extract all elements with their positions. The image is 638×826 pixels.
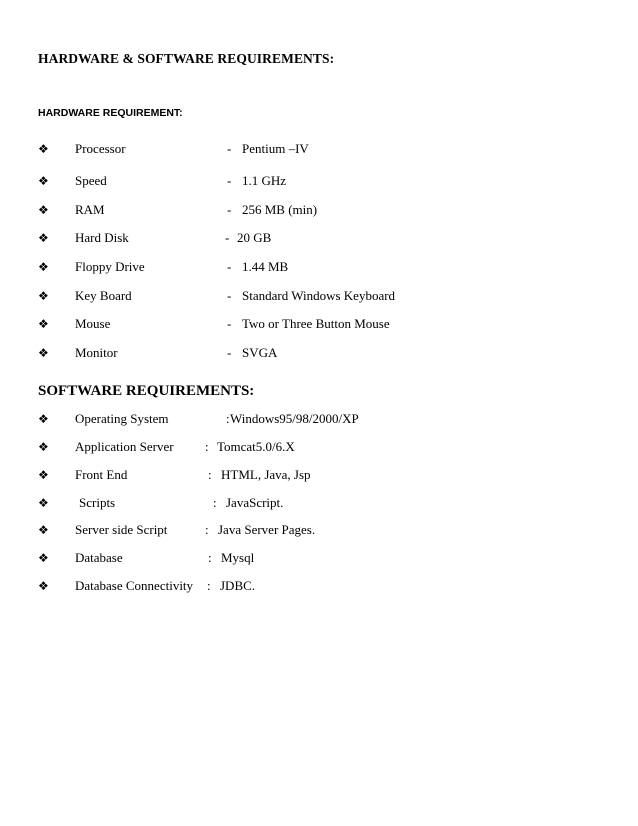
item-value: JDBC.: [220, 578, 256, 593]
item-label: Scripts: [79, 495, 116, 510]
item-label: Floppy Drive: [75, 259, 145, 274]
hardware-item-hard-disk: [0, 228, 638, 248]
page-title: HARDWARE & SOFTWARE REQUIREMENTS:: [38, 51, 335, 66]
item-value: Two or Three Button Mouse: [242, 316, 390, 331]
item-value: Pentium –IV: [242, 141, 309, 156]
hardware-item-keyboard: [0, 286, 638, 306]
item-separator: :: [226, 411, 230, 426]
diamond-bullet-icon: ❖: [38, 440, 49, 454]
item-separator: -: [227, 316, 232, 331]
hardware-item-ram: [0, 200, 638, 220]
item-label: Operating System: [75, 411, 169, 426]
item-separator: -: [227, 259, 232, 274]
software-item-database: [0, 548, 638, 568]
diamond-bullet-icon: ❖: [38, 231, 49, 245]
item-separator: -: [227, 173, 232, 188]
item-value: SVGA: [242, 345, 278, 360]
software-item-database-connectivity: [0, 576, 638, 596]
item-label: Front End: [75, 467, 128, 482]
item-label: Processor: [75, 141, 126, 156]
item-value: JavaScript.: [226, 495, 284, 510]
item-label: Speed: [75, 173, 107, 188]
diamond-bullet-icon: ❖: [38, 317, 49, 331]
software-item-server-side-script: [0, 520, 638, 540]
hardware-heading: HARDWARE REQUIREMENT:: [38, 107, 183, 119]
hardware-item-floppy-drive: [0, 257, 638, 277]
diamond-bullet-icon: ❖: [38, 260, 49, 274]
item-label: Key Board: [75, 288, 132, 303]
item-separator: :: [208, 467, 212, 482]
item-separator: :: [213, 495, 217, 510]
item-separator: :: [207, 578, 211, 593]
hardware-item-processor: [0, 139, 638, 159]
item-value: Tomcat5.0/6.X: [217, 439, 295, 454]
item-label: Database: [75, 550, 123, 565]
diamond-bullet-icon: ❖: [38, 579, 49, 593]
item-value: Java Server Pages.: [218, 522, 316, 537]
diamond-bullet-icon: ❖: [38, 412, 49, 426]
item-value: 1.1 GHz: [242, 173, 287, 188]
item-label: Server side Script: [75, 522, 168, 537]
item-separator: :: [208, 550, 212, 565]
item-separator: :: [205, 522, 209, 537]
item-value: 1.44 MB: [242, 259, 289, 274]
item-value: HTML, Java, Jsp: [221, 467, 311, 482]
item-separator: :: [205, 439, 209, 454]
item-separator: -: [227, 141, 232, 156]
item-label: Monitor: [75, 345, 118, 360]
diamond-bullet-icon: ❖: [38, 468, 49, 482]
diamond-bullet-icon: ❖: [38, 289, 49, 303]
item-value: Windows95/98/2000/XP: [230, 411, 359, 426]
item-separator: -: [225, 230, 230, 245]
diamond-bullet-icon: ❖: [38, 203, 49, 217]
item-label: Mouse: [75, 316, 111, 331]
diamond-bullet-icon: ❖: [38, 174, 49, 188]
software-item-front-end: [0, 465, 638, 485]
diamond-bullet-icon: ❖: [38, 142, 49, 156]
item-value: 20 GB: [237, 230, 272, 245]
software-item-application-server: [0, 437, 638, 457]
diamond-bullet-icon: ❖: [38, 523, 49, 537]
item-separator: -: [227, 202, 232, 217]
diamond-bullet-icon: ❖: [38, 346, 49, 360]
item-label: Hard Disk: [75, 230, 129, 245]
hardware-item-monitor: [0, 343, 638, 363]
item-value: Mysql: [221, 550, 255, 565]
item-separator: -: [227, 345, 232, 360]
item-label: Database Connectivity: [75, 578, 194, 593]
software-item-operating-system: [0, 409, 638, 429]
hardware-item-mouse: [0, 314, 638, 334]
item-value: 256 MB (min): [242, 202, 318, 217]
item-label: Application Server: [75, 439, 174, 454]
item-label: RAM: [75, 202, 105, 217]
diamond-bullet-icon: ❖: [38, 496, 49, 510]
software-heading: SOFTWARE REQUIREMENTS:: [38, 383, 255, 399]
software-item-scripts: [0, 493, 638, 513]
diamond-bullet-icon: ❖: [38, 551, 49, 565]
item-separator: -: [227, 288, 232, 303]
hardware-item-speed: [0, 171, 638, 191]
item-value: Standard Windows Keyboard: [242, 288, 396, 303]
